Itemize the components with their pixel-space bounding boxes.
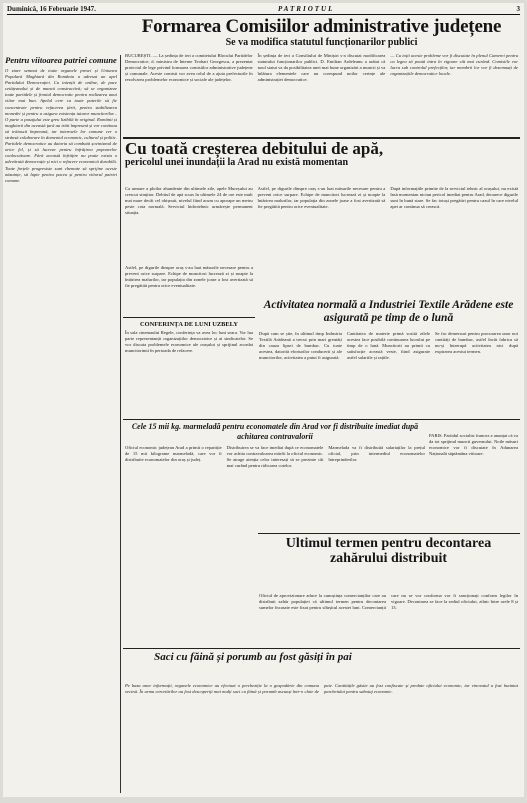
flood-text-3: După informațiile primite de la serviciul tehnic al orașului, nu există însă momentan niciun pericol imediat pentru Arad, deoarece digurile sunt în bună stare. Se fac totuși pregătiri pentru cazul în care nivelul apei ar continua să crească. [390,186,518,210]
flour-headline-block [133,651,373,681]
lead-text-1: BUCUREȘTI. — La ședința de ieri a comitetului Blocului Partidelor Democratice, d. ministru de Interne Teohari Georgescu, a prezentat proiectul de lege privind formarea comisiilor administrative județene și comunale. Aceste comisii vor avea rolul de a ajuta prefecturile în rezolvarea problemelor economice și sociale ale județelor. [125,53,253,83]
wagons-text-1: Oficiul economic județean Arad a primit o repartiție de 15 mii kilograme marmeladă, care vor fi distribuite economatelor din oraș și județ. [125,445,222,463]
flour-text-block [125,683,518,791]
flood-columns [125,186,518,246]
flood-text-1: Ca urmare a ploilor abundente din ultimele zile, apele Mureșului au crescut simțitor. Debitul de apă scurs în ultimele 24 de ore este mult mai mare decât cel obișnuit, nivelul fiind acum cu aproape un metru peste cota normală. Serviciul hidrotehnic urmărește permanent situația. [125,186,253,216]
lead-subheadline: Se va modifica statutul funcționarilor publici [225,37,418,48]
textile-article [259,299,518,417]
sugar-text: Oficiul de aprovizionare aduce la cunoștința comercianților care au distribuit zahăr populației că ultimul termen pentru decontarea sumelor încasate este fixat pentru sfârșitul acestei luni. Comercianții care nu se vor conforma vor fi sancționați conform legilor în vigoare. Decontarea se face la sediul oficiului, zilnic între orele 8 și 13. [259,593,518,611]
sugar-headline: Ultimul termen pentru decontarea zahărului distribuit [285,536,492,566]
wagons-text-3: Marmelada va fi distribuită salariaților la prețul oficial, prin intermediul economatelor întreprinderilor. [328,445,425,463]
divider [123,137,520,139]
left-column-text: O ziare semnat de toate organele presei și Uniunea Populară Maghiară din România a adresat un apel Partidului Democrației. Cu intenții de ordine, de pace cetățeanului și de muncă constructivă; să se organizeze toate partidele și frontul democratic pentru realizarea unui viitor mai bun. Apelul cere ca toate puterile să fie concentrate pentru refacerea țării, pentru stabilizarea monedei și pentru a asigura existența tuturor muncitorilor... O parte a pasajului este greu lizibilă în original. Românii și maghiarii din această țară au trăit împreună și vor continua să trăiască împreună, iar interesele lor comune cer o strânsă colaborare în domeniul economic, cultural și politic. Partidele democratice au datoria să combată șovinismul de orice fel, și să lucreze pentru înfrățirea popoarelor conlocuitoare. Fără această înfrățire nu poate exista o adevărată democrație și nici o refacere economică durabilă. Toate forțele progresiste sunt chemate să sprijine aceste năzuințe, să lupte pentru pacea și pentru viitorul patriei comune. [5,68,117,183]
flood-headline: Cu toată creșterea debitului de apă, [125,140,384,158]
flour-text: Pe baza unor informații, organele economice au efectuat o percheziție la o gospodărie din comuna vecină. În urma cercetărilor au fost descoperiți mai mulți saci cu făină și porumb ascunși într-o claie de paie. Cantitățile găsite au fost confiscate și predate oficiului economic, iar vinovatul a fost înaintat parchetului pentru sabotaj economic. [125,683,518,695]
issue-date: Duminică, 16 Februarie 1947. [7,4,96,13]
paris-text: PARIS. Partidul socialist francez a anunțat că va da tot sprijinul muncii guvernului. Noile măsuri economice vor fi discutate în Adunarea Națională săptămâna viitoare. [429,433,518,457]
textile-text-2: Cantitatea de materie primă sosită zilele acestea face posibilă continuarea lucrului pe timp de o lună. Muncitorii au primit cu satisfacție această veste, fiind asigurate astfel salariile și rațiile. [347,331,430,361]
divider [123,419,520,420]
sugar-text-block [259,593,518,645]
wagons-article [125,422,425,506]
textile-text-3: Se fac demersuri pentru procurarea unor noi cantități de bumbac, astfel încât fabrica să nu-și întrerupă activitatea nici după expirarea acestui termen. [435,331,518,355]
conference-article [125,319,253,389]
conference-text: În sala cinemaului Regele, conferința va avea loc luni seara. Vor lua parte reprezentanții organizațiilor democratice și ai sindicatelor. Se vor discuta problemele economice ale orașului și sprijinul acordat muncitorimii în perioada de refacere. [125,330,253,354]
page-header [7,3,520,15]
wagons-text-2: Distribuirea se va face imediat după ce economatele vor achita contravaloarea mărfii la oficiul economic. Se atrage atenția celor interesați să se prezinte cât mai curând pentru ridicarea cotelor. [226,445,324,469]
left-column-article [5,55,121,793]
lead-article [125,17,518,135]
textile-text-1: După cum se știe, în ultimul timp Industria Textilă Arădeană a trecut prin mari greutăți din cauza lipsei de bumbac. Cu toate acestea, datorită eforturilor conducerii și ale muncitorilor, activitatea a putut fi asigurată. [259,331,342,361]
sugar-headline-block [259,536,518,594]
left-column-headline: Pentru viitoarea patriei comune [5,55,117,65]
flour-headline: Saci cu făină și porumb au fost găsiți în pai [154,651,352,663]
flood-text-2: Astfel, pe digurile dinspre oraș s-au luat măsurile necesare pentru a preveni orice surpare. Echipe de muncitori lucrează zi și noapte la întărirea malurilor, iar populația din zonele joase a fost avertizată să fie pregătită pentru orice eventualitate. [257,186,386,210]
newspaper-page [3,3,524,797]
divider [123,317,255,318]
lead-headline: Formarea Comisiilor administrative județene [141,17,502,37]
page-number: 3 [516,4,520,13]
textile-headline: Activitatea normală a Industriei Textile Arădene este asigurată pe timp de o lună [263,299,514,324]
lead-text-3: — Cu toții aceste probleme vor fi discutate în plenul Camerei pentru ca legea să poată intra în vigoare cât mai curând. Comisiile vor lucra sub controlul prefecților, iar membrii lor vor fi desemnați de organizațiile democratice locale. [390,53,518,77]
lead-text-2: În ședința de ieri a Consiliului de Miniștri s-a discutat modificarea statutului funcționarilor publici. D. Emilian Ardeleanu a arătat că noul statut va da posibilitatea unei mai bune organizări a muncii și va înlătura elementele care nu corespund noilor cerințe ale administrației democratice. [257,53,386,83]
wagons-headline: Cele 15 mii kg. marmeladă pentru economatele din Arad vor fi distribuite imediat după achitarea contravalorii [131,422,419,441]
lead-columns [125,53,518,83]
flood-text-continued [125,265,253,315]
flood-text-cont: Astfel, pe digurile dinspre oraș s-au luat măsurile necesare pentru a preveni orice surpare. Echipe de muncitori lucrează zi și noapte la întărirea malurilor, iar populația din zonele joase a fost avertizată să fie pregătită pentru orice eventualitate. [125,265,253,289]
divider [123,648,520,649]
conference-headline: CONFERINȚA DE LUNI UZBELY [140,321,238,328]
paris-note [429,433,518,521]
divider [258,533,520,534]
newspaper-name: PATRIOTUL [277,4,335,13]
flood-subheadline: pericolul unei inundații la Arad nu există momentan [125,157,349,168]
